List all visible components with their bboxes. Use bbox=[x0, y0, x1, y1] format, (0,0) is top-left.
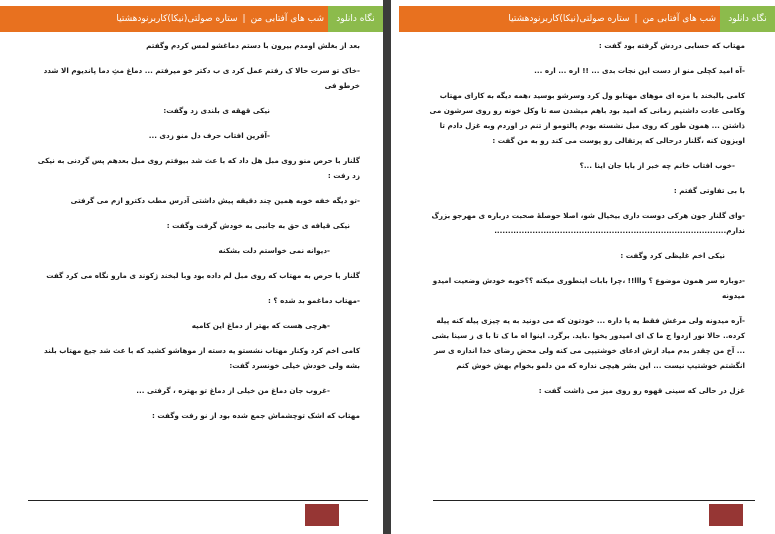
page-header bbox=[0, 6, 383, 32]
paragraph: بعد از بغلش اومدم بیرون با دستم دماغشو لمس کردم وگفتم bbox=[146, 41, 360, 50]
footer-rule bbox=[433, 500, 755, 501]
paragraph: غزل در حالی که سینی قهوه رو روی میز می ذاشت گفت : bbox=[538, 386, 745, 395]
paragraph: کامی اخم کرد وکنار مهتاب نشستو یه دسته از موهاشو کشید که با عث شد جیغ مهتاب بلند بشه ولی خودش خیلی خونسرد گفت: bbox=[44, 346, 360, 370]
paragraph: -مهتاب دماغمو بد شده ؟ : bbox=[268, 296, 360, 305]
paragraph: -دیوانه نمی خواستم دلت بشکنه bbox=[218, 246, 330, 255]
paragraph: -غروب جان دماغ من خیلی از دماغ تو بهتره ، گرفتی ... bbox=[136, 386, 330, 395]
page-body bbox=[28, 38, 360, 433]
paragraph: گلنار با حرص منو روی مبل هل داد که با عث شد بیوفتم روی مبل بعدهم پس گردنی به نیکی زد رفت : bbox=[37, 156, 360, 180]
page-divider bbox=[383, 0, 391, 534]
paragraph: گلنار با حرص به مهتاب که روی مبل لم داده بود وبا لبخند ژکوند ی مارو نگاه می کرد گفت bbox=[46, 271, 360, 280]
header-book-title: شب های آفتابی من bbox=[250, 14, 324, 24]
header-site-name: نگاه دانلود bbox=[328, 6, 383, 32]
paragraph: -تو دیگه خفه خوبه همین چند دقیقه پیش داشتی آدرس مطب دکترو ازم می گرفتی bbox=[70, 196, 360, 205]
right-page bbox=[391, 0, 775, 534]
header-author: ستاره صولتی(نیکا)کاربرنودهشتیا bbox=[116, 14, 238, 24]
paragraph: -هرچی هست که بهتر از دماغ این کامیه bbox=[191, 321, 330, 330]
page-body bbox=[429, 38, 745, 408]
page-header bbox=[399, 6, 775, 32]
paragraph: -دوباره سر همون موضوع ؟ وااا!! ،چرا بابات اینطوری میکنه ؟؟خوبه خودش وضعیت امیدو میدونه bbox=[432, 276, 745, 300]
header-title-bar bbox=[0, 6, 328, 32]
paragraph: -آه امید کچلی منو از دست این نجات بدی ... !! اره ... اره ... bbox=[534, 66, 745, 75]
page-number-box bbox=[709, 504, 743, 526]
paragraph: نیکی قیافه ی حق به جانبی به خودش گرفت وگفت : bbox=[166, 221, 350, 230]
header-separator: | bbox=[242, 14, 246, 24]
header-separator: | bbox=[634, 14, 638, 24]
paragraph: -وای گلنار جون هرکی دوست داری بیخیال شو، اصلا حوصلهٔ صحبت درباره ی مهرجو بزرگ ندارم..................................................................................... bbox=[431, 211, 745, 235]
paragraph: -خاک تو سرت حالا ک رفتم عمل کرد ی ب دکتر خو میرفتم ... دماغ مثِ دما پاندیوم الا شدد خرطو فی bbox=[43, 66, 360, 90]
paragraph: -خوب افتاب خانم چه خبر از بابا جان اینا ...؟ bbox=[579, 161, 735, 170]
page-number-box bbox=[305, 504, 339, 526]
paragraph: کامی بالبخند با مزه ای موهای مهتابو ول کرد وسرشو بوسید ،همه دیگه به کارای مهتاب وکامی عادت داشتیم زمانی که امید بود باهم میشدن سه تا وکل خونه رو روی سرشون می ذاشتن ... همون طور که روی مبل نشسته بودم پالتومو از تنم در اوردم وبه غزل دادم تا اویزون کنه ،گلنار درحالی که پرتقالی رو پوست می کند رو به من گفت : bbox=[429, 91, 745, 145]
left-page bbox=[0, 0, 383, 534]
paragraph: -آفرین افتاب حرف دل منو زدی ... bbox=[148, 131, 270, 140]
paragraph: نیکی قهقه ی بلندی زد وگفت: bbox=[163, 106, 270, 115]
header-author: ستاره صولتی(نیکا)کاربرنودهشتیا bbox=[508, 14, 630, 24]
paragraph: نیکی اخم غلیظی کرد وگفت : bbox=[620, 251, 725, 260]
header-title-bar bbox=[399, 6, 720, 32]
paragraph: مهتاب که حسابی دردش گرفته بود گفت : bbox=[598, 41, 745, 50]
paragraph: -آره میدونه ولی مرغش فقط یه پا داره ... خودتون که می دونید به یه چیزی پیله کنه پیله کرده.. حالا نور ازدوا ج ما ک ای امیدور یخوا .باید. برگرد. اینوا اه ما ک تا با ی ز سینا بشی ... آخ من چقدر بدم میاد ازش ادعای خوشتیپی می کنه ولی محض رضای خدا اندازه ی سر انگشتم خوشتیپ نیست ... این بشر هیچی نداره که من دلمو بخوام بهش خوش کنم bbox=[431, 316, 745, 370]
paragraph: مهتاب که اشک توچشماش جمع شده بود از نو رفت وگفت : bbox=[152, 411, 360, 420]
header-book-title: شب های آفتابی من bbox=[642, 14, 716, 24]
header-site-name: نگاه دانلود bbox=[720, 6, 775, 32]
paragraph: با بی تفاوتی گفتم : bbox=[673, 186, 745, 195]
footer-rule bbox=[28, 500, 368, 501]
